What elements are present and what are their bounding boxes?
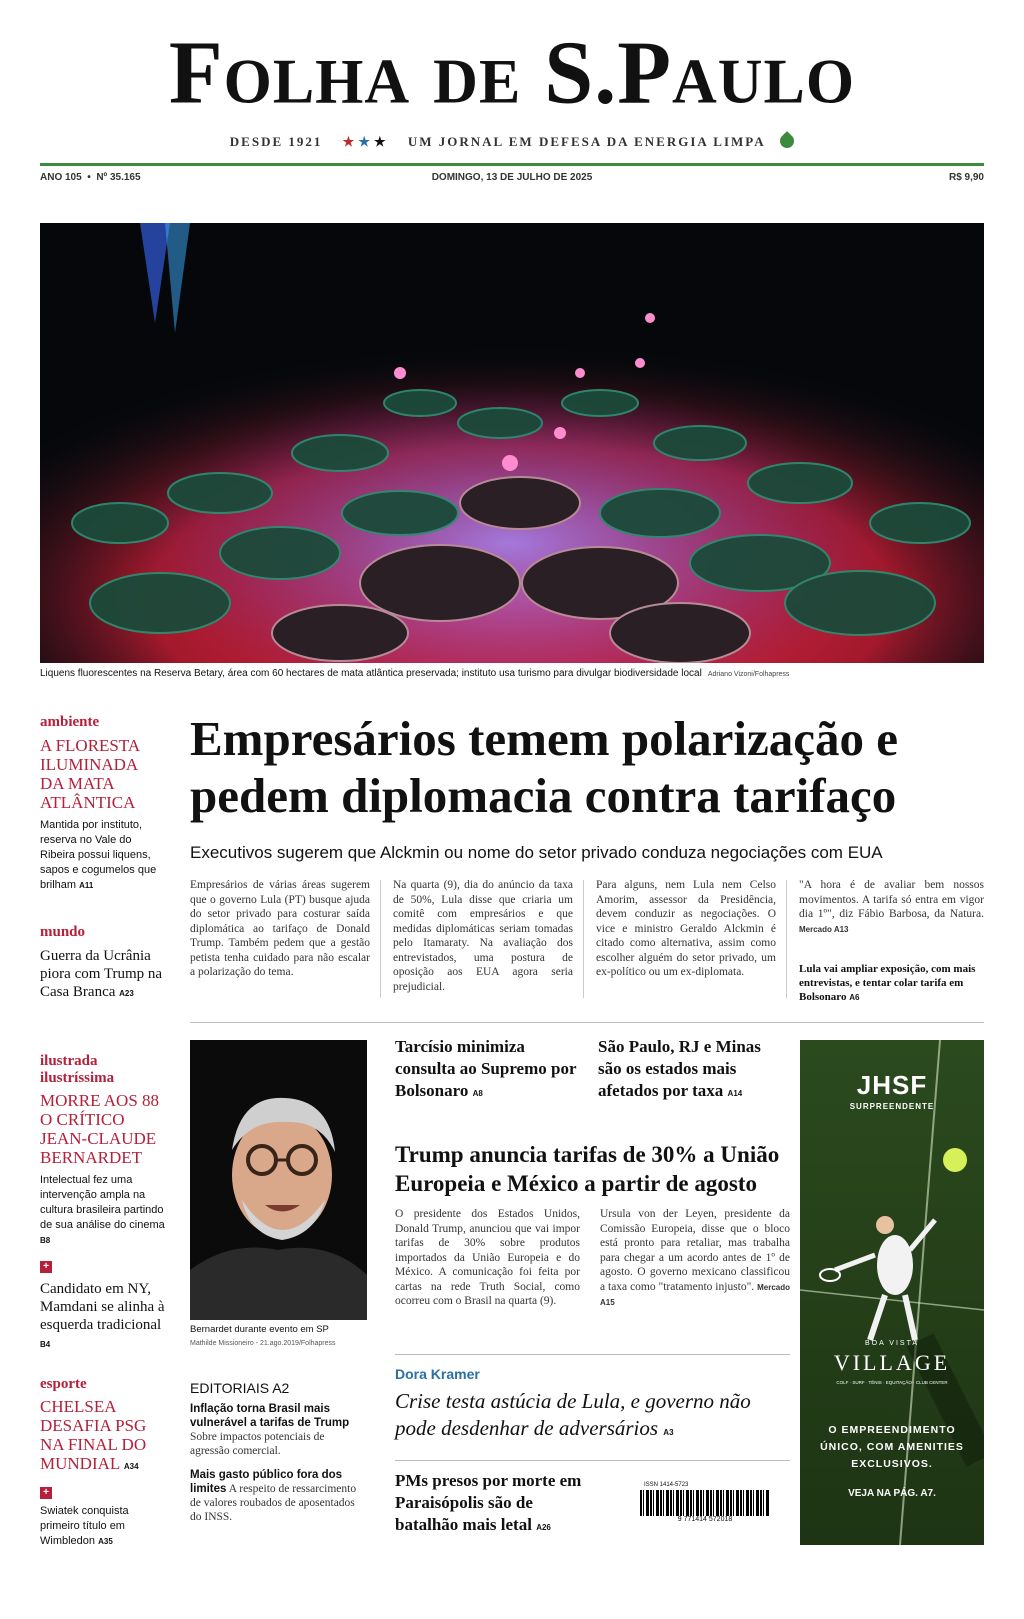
cover-photo-caption: Liquens fluorescentes na Reserva Betary, área com 60 hectares de mata atlântica preservada; instituto usa turismo para divulgar biodiversidade local Adriano Vizoni/Folhapress bbox=[40, 668, 790, 679]
leaf-icon bbox=[777, 131, 797, 151]
lead-subhead: Executivos sugerem que Alckmin ou nome do setor privado conduza negociações com EUA bbox=[190, 843, 883, 862]
lead-headline[interactable]: Empresários temem polarização e pedem diplomacia contra tarifaço bbox=[190, 711, 899, 823]
bernardet-photo bbox=[190, 1040, 367, 1320]
columnist-headline[interactable]: Crise testa astúcia de Lula, e governo não pode desdenhar de adversários A3 bbox=[395, 1389, 751, 1440]
ad-brand: JHSF bbox=[856, 1070, 928, 1100]
section-label: esporte bbox=[40, 1376, 87, 1392]
section-mundo bbox=[40, 924, 165, 1003]
story-trump-col2: Ursula von der Leyen, presidente da Comissão Europeia, disse que o bloco está pronto para retaliar, mas trabalha para chegar a um acordo antes de 1º de agosto. O governo mexicano classificou a taxa como "tratamento injusto". Mercado A15 bbox=[600, 1208, 790, 1307]
story-estados[interactable]: São Paulo, RJ e Minas são os estados mais afetados por taxa A14 bbox=[598, 1037, 761, 1100]
section-teaser-2[interactable]: Candidato em NY, Mamdani se alinha à esquerda tradicional B4 bbox=[40, 1281, 165, 1349]
section-ambiente bbox=[40, 714, 165, 893]
section-teaser: Swiatek conquista primeiro título em Wimbledon A35 bbox=[40, 1505, 129, 1547]
column-divider bbox=[786, 880, 787, 998]
masthead-tagline bbox=[0, 134, 1024, 150]
plus-icon: + bbox=[40, 1261, 52, 1273]
issn-label: ISSN 1414-5723 bbox=[644, 1482, 689, 1488]
ad-boa-vista: BOA VISTA bbox=[864, 1340, 920, 1347]
ad-amenities: COLF · SURF · TÊNIS · EQUITAÇÃO · CLUB CENTER bbox=[836, 1380, 948, 1385]
edition-date: DOMINGO, 13 DE JULHO DE 2025 bbox=[431, 172, 593, 183]
edition-price: R$ 9,90 bbox=[948, 172, 984, 183]
barcode bbox=[640, 1482, 770, 1537]
masthead-rule bbox=[40, 163, 984, 166]
columnist-name[interactable]: Dora Kramer bbox=[395, 1366, 480, 1382]
motto-label: UM JORNAL EM DEFESA DA ENERGIA LIMPA bbox=[407, 134, 765, 149]
section-headline[interactable]: MORRE AOS 88 O CRÍTICO JEAN-CLAUDE BERNARDET bbox=[40, 1091, 160, 1167]
barcode-digits: 9 771414 572018 bbox=[677, 1516, 733, 1523]
lead-body-col1: Empresários de várias áreas sugerem que o governo Lula (PT) busque ajuda do setor privado para costurar saída diplomática ao tarifaço de Donald Trump. Também pedem que a gestão petista tenha cuidado para não escalar a polarização do tema. bbox=[190, 879, 370, 978]
ad-village: VILLAGE bbox=[833, 1350, 951, 1375]
editorial-2[interactable]: Mais gasto público fora dos limites A respeito de ressarcimento de valores roubados de aposentados do INSS. bbox=[190, 1469, 357, 1523]
ad-text: O EMPREENDIMENTO ÚNICO, COM AMENITIES EXCLUSIVOS. bbox=[820, 1424, 964, 1470]
editorial-1[interactable]: Inflação torna Brasil mais vulnerável a tarifas de Trump Sobre impactos potenciais de agressão comercial. bbox=[190, 1403, 350, 1457]
section-rule bbox=[190, 1022, 984, 1023]
barcode-bars bbox=[640, 1490, 770, 1516]
lead-body-col3: Para alguns, nem Lula nem Celso Amorim, assessor da Presidência, devem conduzir as negociações. O vice e ministro Geraldo Alckmin é citado como alternativa, assim como escolher alguém do setor privado, um ex-político ou um ex-diplomata. bbox=[596, 879, 776, 978]
edition-number: ANO 105 • Nº 35.165 bbox=[40, 172, 141, 183]
lead-side-note[interactable]: Lula vai ampliar exposição, com mais entrevistas, e tentar colar tarifa em Bolsonaro A6 bbox=[799, 963, 976, 1003]
section-esporte bbox=[40, 1376, 165, 1549]
story-trump-headline[interactable]: Trump anuncia tarifas de 30% a União Europeia e México a partir de agosto bbox=[395, 1142, 780, 1196]
lead-body-col2: Na quarta (9), dia do anúncio da taxa de 50%, Lula disse que criaria um comitê com empresários e que medidas diplomáticas seriam tomadas pelo Itamaraty. Na avaliação dos entrevistados, uma postura de oposição aos EUA agora seria prejudicial. bbox=[393, 879, 573, 993]
bernardet-credit: Mathilde Missioneiro - 21.ago.2019/Folhapress bbox=[190, 1340, 336, 1347]
ad-cta[interactable]: VEJA NA PÁG. A7. bbox=[848, 1488, 936, 1499]
story-pms[interactable]: PMs presos por morte em Paraisópolis são de batalhão mais letal A26 bbox=[395, 1471, 582, 1534]
stars-icon: ★ ★ ★ bbox=[342, 134, 388, 149]
section-label: ambiente bbox=[40, 714, 100, 730]
since-label: DESDE 1921 bbox=[229, 134, 323, 149]
section-teaser[interactable]: Guerra da Ucrânia piora com Trump na Casa Branca A23 bbox=[40, 948, 163, 1000]
story-tarcisio[interactable]: Tarcísio minimiza consulta ao Supremo por Bolsonaro A8 bbox=[395, 1037, 577, 1100]
section-headline[interactable]: CHELSEA DESAFIA PSG NA FINAL DO MUNDIAL A34 bbox=[40, 1397, 147, 1473]
section-label: mundo bbox=[40, 924, 86, 940]
cover-photo bbox=[40, 223, 984, 663]
editoriais-label: EDITORIAIS A2 bbox=[190, 1380, 290, 1396]
section-teaser: Mantida por instituto, reserva no Vale do Ribeira possui liquens, sapos e cogumelos que brilham A11 bbox=[40, 819, 157, 891]
plus-icon: + bbox=[40, 1487, 52, 1499]
section-label: ilustrada ilustríssima bbox=[40, 1053, 115, 1086]
jhsf-ad[interactable] bbox=[800, 1040, 984, 1545]
section-rule bbox=[395, 1354, 790, 1355]
masthead-title: Folha de S.Paulo bbox=[168, 24, 856, 123]
section-ilustrada bbox=[40, 1053, 165, 1354]
bernardet-caption: Bernardet durante evento em SP bbox=[190, 1324, 329, 1335]
column-divider bbox=[380, 880, 381, 998]
section-headline[interactable]: A FLORESTA ILUMINADA DA MATA ATLÂNTICA bbox=[40, 736, 140, 812]
section-rule bbox=[395, 1460, 790, 1461]
lead-body-col4: "A hora é de avaliar bem nossos movimentos. A tarifa só entra em vigor dia 1º", diz Fábio Barbosa, da Natura. Mercado A13 bbox=[799, 879, 984, 934]
column-divider bbox=[583, 880, 584, 998]
editoriais-box bbox=[190, 1380, 365, 1524]
ad-tag: SURPREENDENTE bbox=[849, 1102, 935, 1111]
section-teaser: Intelectual fez uma intervenção ampla na cultura brasileira partindo de sua análise do cinema B8 bbox=[40, 1174, 165, 1245]
story-trump-col1: O presidente dos Estados Unidos, Donald Trump, anunciou que vai impor tarifas de 30% sobre produtos importados da União Europeia e do México. A comunicação foi feita por cartas na rede Truth Social, como ocorreu com o Brasil na quarta (9). bbox=[395, 1208, 580, 1307]
